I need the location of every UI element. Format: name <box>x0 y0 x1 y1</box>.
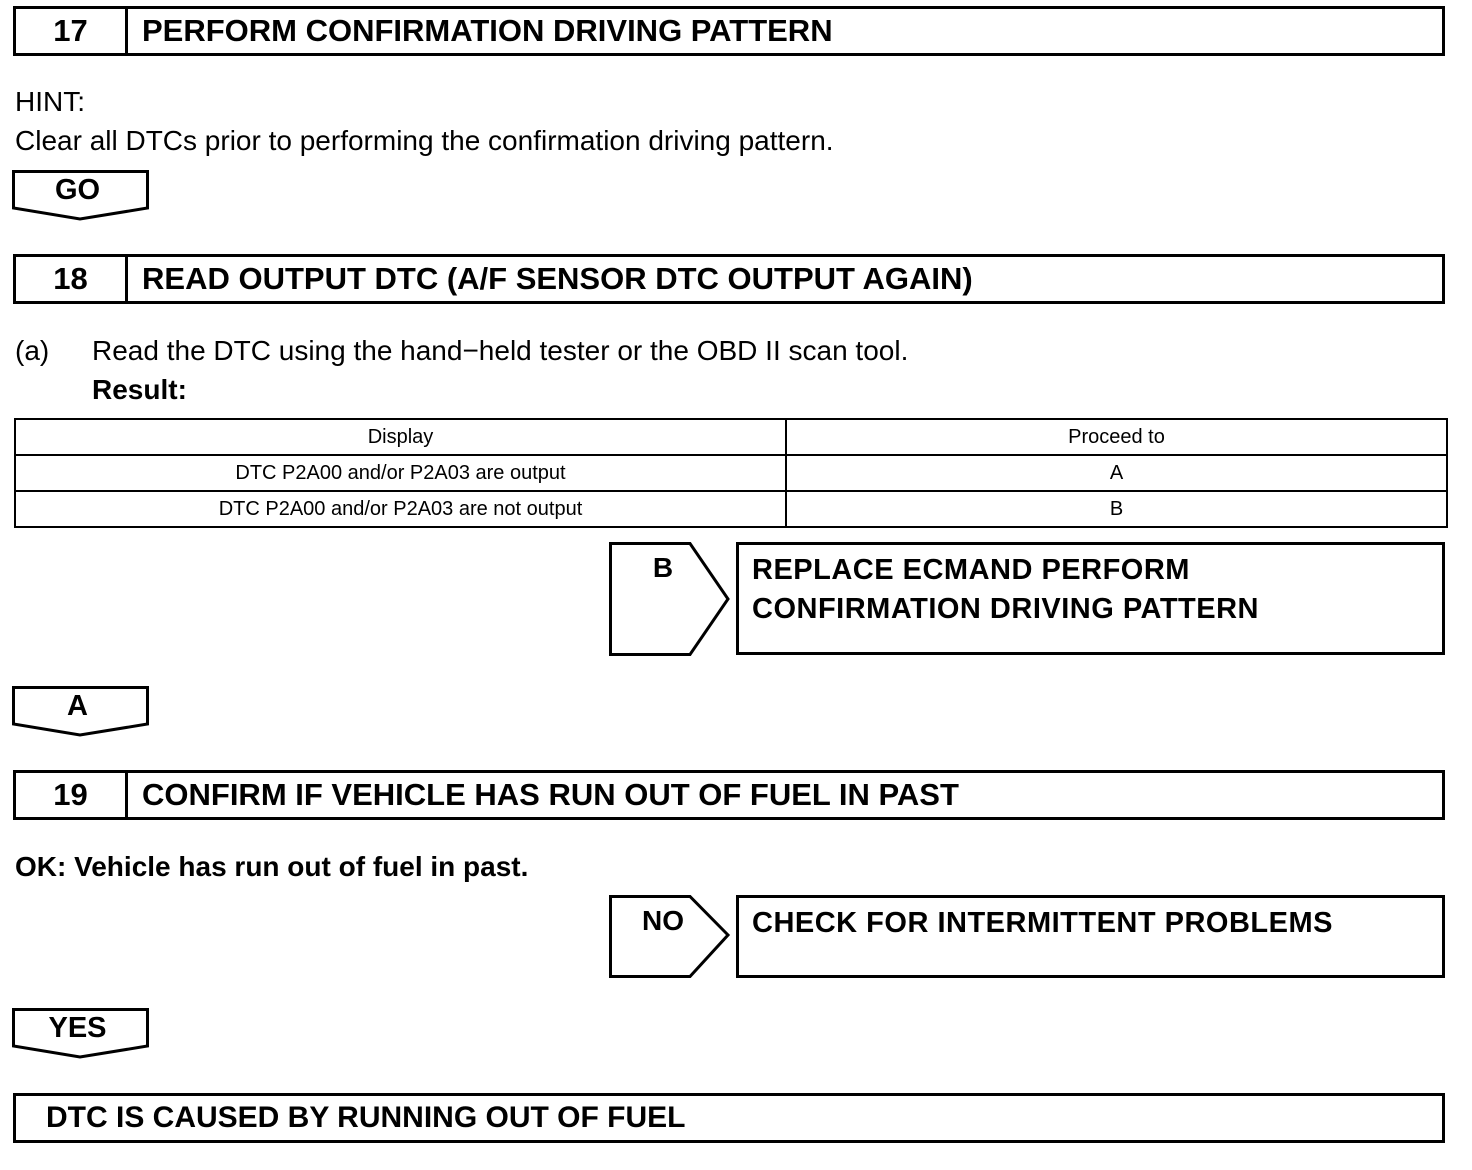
branch-no-arrow <box>609 895 734 979</box>
item-text: Read the DTC using the hand−held tester or the OBD II scan tool. <box>92 335 909 366</box>
table-cell: A <box>786 455 1447 491</box>
result-label: Result: <box>92 374 187 405</box>
table-cell: DTC P2A00 and/or P2A03 are not output <box>15 491 786 527</box>
result-table <box>14 418 1448 528</box>
column-header: Proceed to <box>786 419 1447 455</box>
step-17-header <box>13 6 1445 56</box>
step-title: PERFORM CONFIRMATION DRIVING PATTERN <box>142 13 833 48</box>
step-number: 19 <box>16 773 128 817</box>
branch-no-label: NO <box>642 905 684 936</box>
yes-tag-label: YES <box>48 1012 107 1044</box>
column-header: Display <box>15 419 786 455</box>
hint-text: Clear all DTCs prior to performing the confirmation driving pattern. <box>15 125 834 156</box>
step-number: 18 <box>16 257 128 301</box>
final-result-box: DTC IS CAUSED BY RUNNING OUT OF FUEL <box>13 1093 1445 1143</box>
step-number: 17 <box>16 9 128 53</box>
go-tag <box>12 170 149 222</box>
step-18-header <box>13 254 1445 304</box>
yes-tag <box>12 1008 149 1060</box>
branch-no-action-box: CHECK FOR INTERMITTENT PROBLEMS <box>736 895 1445 978</box>
hint-label: HINT: <box>15 86 85 117</box>
table-row <box>15 491 1447 527</box>
item-marker: (a) <box>15 335 50 366</box>
branch-b-action-box: REPLACE ECMAND PERFORM CONFIRMATION DRIVING PATTERN <box>736 542 1445 655</box>
branch-b-arrow <box>609 542 734 656</box>
go-tag-label: GO <box>54 174 101 206</box>
ok-condition-text: OK: Vehicle has run out of fuel in past. <box>15 851 529 882</box>
table-cell: DTC P2A00 and/or P2A03 are output <box>15 455 786 491</box>
branch-b-label: B <box>652 552 674 583</box>
table-cell: B <box>786 491 1447 527</box>
step-19-header <box>13 770 1445 820</box>
table-header-row <box>15 419 1447 455</box>
step-title: CONFIRM IF VEHICLE HAS RUN OUT OF FUEL IN PAST <box>142 777 959 812</box>
step-title: READ OUTPUT DTC (A/F SENSOR DTC OUTPUT AGAIN) <box>142 261 973 296</box>
a-tag <box>12 686 149 738</box>
a-tag-label: A <box>67 690 88 722</box>
table-row <box>15 455 1447 491</box>
